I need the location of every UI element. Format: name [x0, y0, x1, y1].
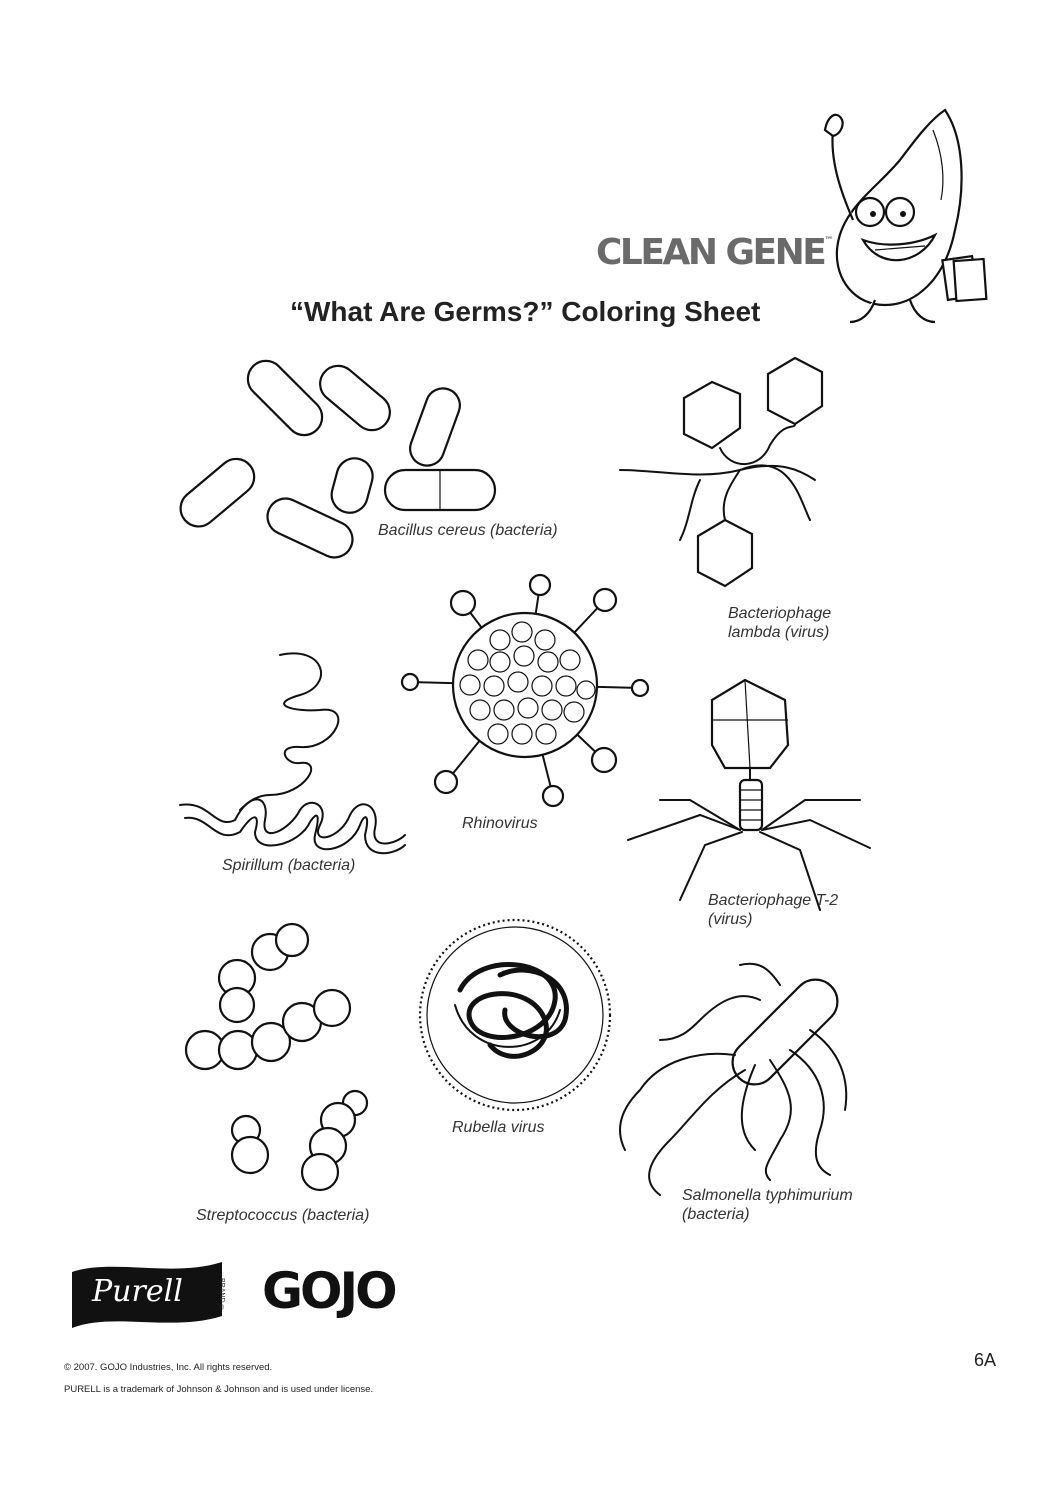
rubella-illustration: [420, 920, 610, 1110]
caption-streptococcus: Streptococcus (bacteria): [196, 1207, 370, 1224]
caption-lambda: [728, 604, 831, 642]
caption-spirillum: Spirillum (bacteria): [222, 857, 356, 874]
caption-salmonella: [682, 1186, 853, 1224]
footer-copyright: © 2007. GOJO Industries, Inc. All rights reserved.: [64, 1362, 273, 1373]
caption-lambda-line1: Bacteriophage: [728, 605, 832, 622]
caption-bacillus: Bacillus cereus (bacteria): [378, 522, 558, 539]
purell-wordmark: Purell: [92, 1274, 183, 1309]
brand-trademark: ™: [824, 236, 834, 246]
bacteriophage-lambda-illustration: [620, 358, 822, 586]
page-number: 6A: [974, 1350, 997, 1370]
rhinovirus-illustration: [402, 575, 648, 806]
caption-rubella: Rubella virus: [452, 1119, 545, 1136]
salmonella-illustration: [620, 964, 847, 1195]
spirillum-illustration: [180, 653, 405, 853]
caption-t2-line2: (virus): [708, 911, 753, 928]
footer-trademark: PURELL is a trademark of Johnson & Johnson and is used under license.: [64, 1384, 374, 1395]
brand-name: CLEAN GENE: [596, 232, 825, 273]
purell-logo-icon: [72, 1258, 222, 1330]
caption-t2-line1: Bacteriophage T-2: [708, 892, 839, 909]
caption-rhinovirus: Rhinovirus: [462, 815, 538, 832]
caption-salmonella-line2: (bacteria): [682, 1206, 750, 1223]
caption-lambda-line2: lambda (virus): [728, 624, 830, 641]
streptococcus-illustration: [186, 924, 367, 1190]
purell-brand-mark: BRAND ®: [218, 1278, 225, 1312]
bacteriophage-t2-illustration: [628, 680, 870, 910]
page-title: “What Are Germs?” Coloring Sheet: [290, 296, 761, 327]
gojo-logo-icon: GOJO: [262, 1262, 395, 1320]
caption-t2: [708, 891, 838, 929]
caption-salmonella-line1: Salmonella typhimurium: [682, 1187, 853, 1204]
